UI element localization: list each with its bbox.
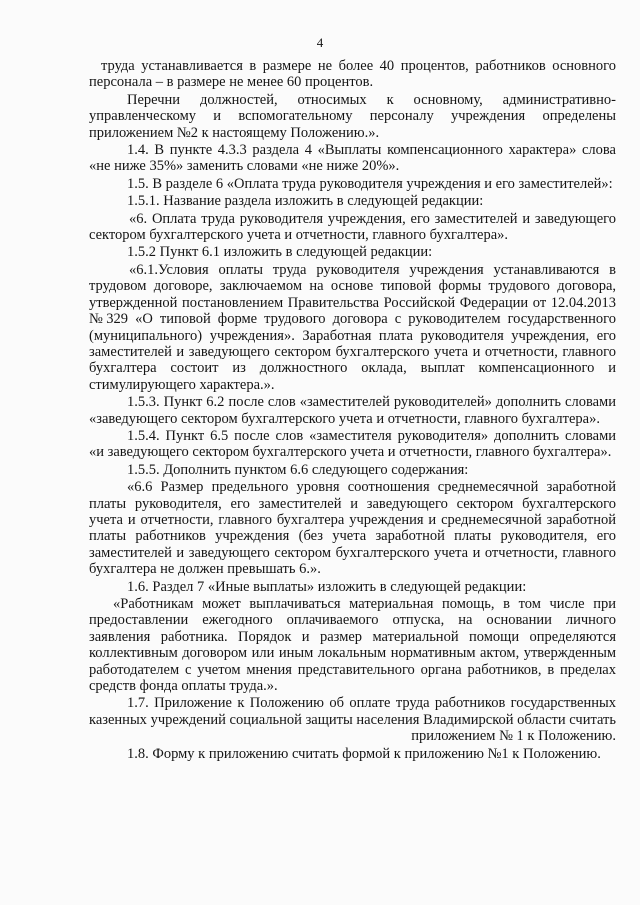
paragraph-6: «6. Оплата труда руководителя учреждения, его заместителей и заведующего сектором бухгалтерского учета и отчетности, главного бухгалтера».: [89, 210, 616, 244]
paragraph-12: «6.6 Размер предельного уровня соотношения среднемесячной заработной платы руководителя, его заместителей и заведующего сектором бухгалтерского учета и отчетности, главного бухгалтера учреждения и среднемесячной заработной платы работников учреждения (без учета заработной платы руководителя, его заместителей и заведующего сектором бухгалтерского учета и отчетности, главного бухгалтера не должен превышать 6.».: [89, 479, 616, 578]
paragraph-1: труда устанавливается в размере не более 40 процентов, работников основного персонала – в размере не менее 60 процентов.: [89, 58, 616, 91]
paragraph-16: 1.8. Форму к приложению считать формой к приложению №1 к Положению.: [127, 745, 601, 762]
paragraph-2: Перечни должностей, относимых к основному, административно-управленческому и вспомогательному персоналу учреждения определены приложением №2 к настоящему Положению.».: [89, 91, 616, 141]
paragraph-3: 1.4. В пункте 4.3.3 раздела 4 «Выплаты компенсационного характера» слова «не ниже 35%» заменить словами «не ниже 20%».: [89, 142, 616, 175]
paragraph-4: 1.5. В разделе 6 «Оплата труда руководителя учреждения и его заместителей»:: [127, 175, 613, 192]
paragraph-11: 1.5.5. Дополнить пунктом 6.6 следующего содержания:: [127, 461, 469, 478]
paragraph-8: «6.1.Условия оплаты труда руководителя учреждения устанавливаются в трудовом договоре, заключаемом на основе типовой формы трудового договора, утвержденной постановлением Правительства Российской Федерации от 12.04.2013 №329 «О типовой форме трудового договора с руководителем государственного (муниципального) учреждения». Заработная плата руководителя учреждения, его заместителей и заведующего сектором бухгалтерского учета и отчетности, главного бухгалтера состоит из должностного оклада, выплат компенсационного и стимулирующего характера.».: [89, 261, 616, 393]
paragraph-10: 1.5.4. Пункт 6.5 после слов «заместителя руководителя» дополнить словами «и заведующего сектором бухгалтерского учета и отчетности, главного бухгалтера».: [89, 427, 616, 461]
paragraph-13: 1.6. Раздел 7 «Иные выплаты» изложить в следующей редакции:: [127, 578, 527, 595]
paragraph-9: 1.5.3. Пункт 6.2 после слов «заместителей руководителей» дополнить словами «заведующего сектором бухгалтерского учета и отчетности, главного бухгалтера».: [89, 394, 616, 427]
paragraph-5: 1.5.1. Название раздела изложить в следующей редакции:: [127, 193, 484, 210]
paragraph-14: «Работникам может выплачиваться материальная помощь, в том числе при предоставлении ежегодного оплачиваемого отпуска, на основании личного заявления работника. Порядок и размер материальной помощи определяются коллективным договором или иным локальным нормативным актом, утвержденным работодателем с учетом мнения представительного органа работников, в пределах средств фонда оплаты труда.».: [89, 596, 616, 695]
document-body: [89, 58, 616, 762]
page-number: 4: [316, 35, 324, 50]
paragraph-7: 1.5.2 Пункт 6.1 изложить в следующей редакции:: [127, 244, 433, 261]
paragraph-15: 1.7. Приложение к Положению об оплате труда работников государственных казенных учреждений социальной защиты населения Владимирской области считать приложением № 1 к Положению.: [89, 695, 616, 745]
